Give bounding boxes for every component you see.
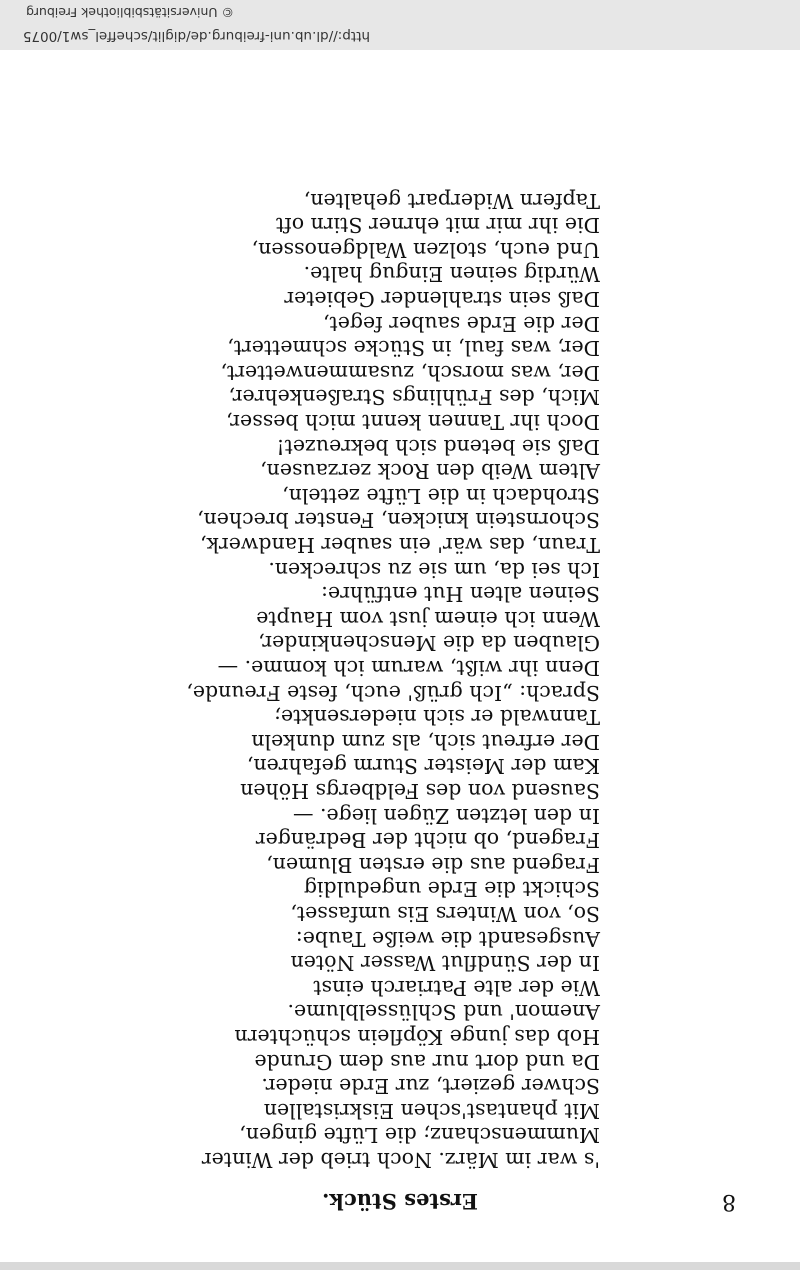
- poem-line: Tannwald er sich niedersenkte;: [274, 705, 600, 730]
- page-number: 8: [722, 1189, 736, 1214]
- poem-line: Denn ihr wißt, warum ich komme. —: [217, 656, 600, 680]
- poem-line: Traun, das wär' ein sauber Handwerk,: [199, 533, 600, 557]
- poem-line: Anemon' und Schlüsselblume.: [287, 1000, 600, 1025]
- poem-line: Daß sein strahlender Gebieter: [284, 287, 600, 311]
- poem-line: Schickt die Erde ungeduldig: [303, 877, 600, 902]
- poem-line: Sausend von des Feldbergs Höhen: [240, 779, 600, 803]
- poem-line: Wie der alte Patriarch einst: [313, 975, 600, 1000]
- viewer-bottom-strip: [0, 1262, 800, 1270]
- poem-line: Altem Weib den Rock zerzausen,: [260, 459, 600, 484]
- copyright-notice: © Universitätsbibliothek Freiburg: [26, 5, 234, 20]
- poem-line: Die ihr mir mit ehrner Stirn oft: [275, 213, 600, 238]
- poem-line: Kam der Meister Sturm gefahren,: [246, 754, 600, 779]
- poem-line: Glauben da die Menschenkinder,: [258, 631, 600, 656]
- poem-line: Fragend aus die ersten Blumen,: [266, 852, 600, 877]
- poem-line: Der, was morsch, zusammenwettert,: [220, 360, 600, 385]
- poem-line: In den letzten Zügen liege. —: [292, 803, 600, 828]
- poem-line: Der, was faul, in Stücke schmettert,: [227, 336, 600, 361]
- poem-line: Mit phantast'schen Eiskristallen: [263, 1098, 600, 1123]
- poem-line: Ausgesandt die weiße Taube:: [295, 926, 600, 951]
- poem-line: 's war im März. Noch trieb der Winter: [201, 1148, 600, 1172]
- poem-line: Wenn ich einem just vom Haupte: [256, 606, 600, 631]
- poem-line: Doch ihr Tannen kennt mich besser,: [225, 410, 600, 434]
- poem-line: Würdig seinen Eingug halte.: [303, 262, 600, 287]
- poem-line: Tapfern Widerpart gehalten,: [303, 188, 600, 213]
- poem-line: Strohdach in die Lüfte zetteln,: [282, 483, 600, 508]
- poem-line: Da und dort nur aus dem Grunde: [254, 1049, 600, 1074]
- poem-line: Seinen alten Hut entführe:: [321, 582, 600, 607]
- source-url-link[interactable]: http://dl.ub.uni-freiburg.de/diglit/scheffel_sw1/0075: [22, 28, 370, 44]
- chapter-title: Erstes Stück.: [322, 1189, 478, 1214]
- poem-line: In der Sündflut Wasser Nöten: [290, 951, 600, 976]
- poem-line: Ich sei da, um sie zu schrecken.: [268, 557, 600, 582]
- poem-line: Mummenschanz; die Lüfte gingen,: [239, 1123, 600, 1148]
- poem-line: Sprach: „Ich grüß' euch, feste Freunde,: [186, 680, 600, 705]
- poem-line: Der erfreut sich, als zum dunkeln: [251, 729, 600, 754]
- poem-line: Schornstein knicken, Fenster brechen,: [197, 508, 600, 533]
- poem-line: Mich, des Frühlings Straßenkehrer,: [228, 385, 600, 410]
- poem-line: Und euch, stolzen Waldgenossen,: [251, 237, 600, 262]
- poem-line: Daß sie betend sich bekreuzet!: [276, 434, 600, 459]
- poem-line: Der die Erde sauber feget,: [323, 311, 600, 336]
- poem-line: Hob das junge Köpflein schüchtern: [234, 1025, 600, 1049]
- poem-line: So, von Winters Eis umfasset,: [290, 902, 600, 926]
- poem-line: Fragend, ob nicht der Bedränger: [255, 828, 600, 853]
- poem-line: Schwer geziert, zur Erde nieder.: [261, 1074, 600, 1099]
